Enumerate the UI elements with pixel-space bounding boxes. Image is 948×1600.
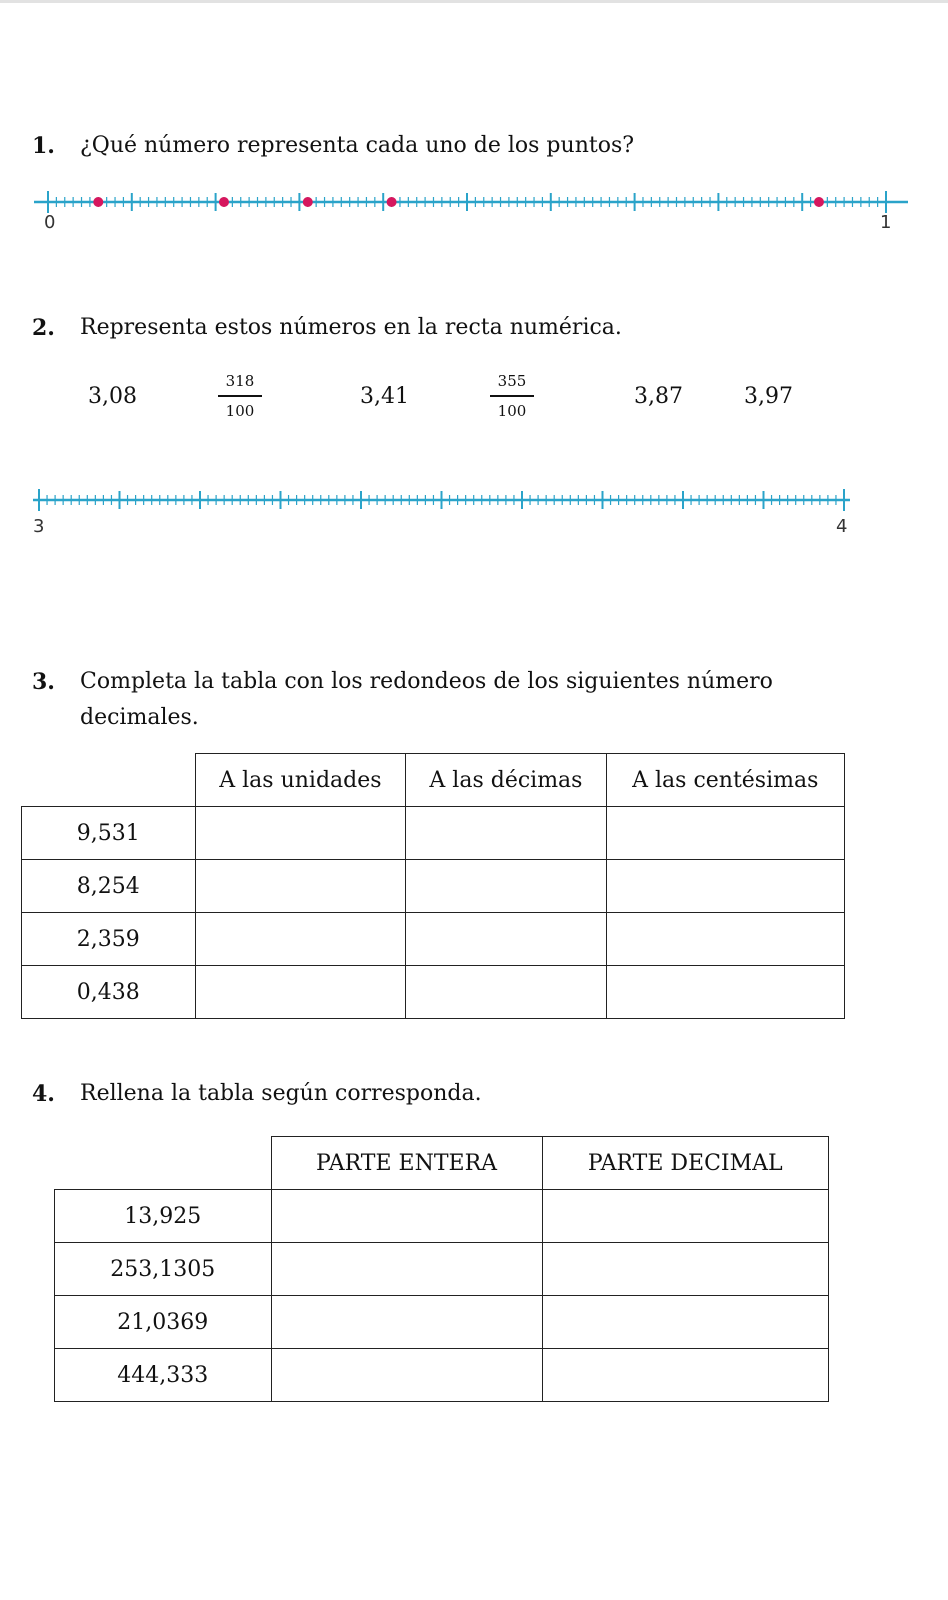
table-row xyxy=(55,1296,829,1349)
row-number: 8,254 xyxy=(22,860,196,913)
row-number: 253,1305 xyxy=(55,1243,272,1296)
table-header-row xyxy=(55,1137,829,1190)
question-4-number: 4. xyxy=(32,1081,55,1107)
integer-decimal-table xyxy=(54,1136,829,1402)
question-1-text: ¿Qué número representa cada uno de los puntos? xyxy=(80,133,635,158)
question-4 xyxy=(32,1076,892,1112)
table-row xyxy=(22,807,845,860)
answer-cell[interactable] xyxy=(271,1349,542,1402)
answer-cell[interactable] xyxy=(195,860,406,913)
number-line-1 xyxy=(0,178,948,238)
question-2-number: 2. xyxy=(32,315,55,341)
fraction-bar xyxy=(218,395,262,397)
value-3-97: 3,97 xyxy=(744,384,793,409)
answer-cell[interactable] xyxy=(271,1296,542,1349)
number-point xyxy=(93,197,103,207)
question-3-text-line1: Completa la tabla con los redondeos de los siguientes número xyxy=(80,669,773,694)
top-border xyxy=(0,0,948,3)
question-4-text: Rellena la tabla según corresponda. xyxy=(80,1081,482,1106)
header-hundredths: A las centésimas xyxy=(606,754,844,807)
fraction-denominator: 100 xyxy=(225,401,255,420)
row-number: 13,925 xyxy=(55,1190,272,1243)
answer-cell[interactable] xyxy=(406,807,606,860)
number-point xyxy=(387,197,397,207)
answer-cell[interactable] xyxy=(195,807,406,860)
answer-cell[interactable] xyxy=(542,1190,829,1243)
question-3-text-line2: decimales. xyxy=(80,705,199,730)
header-decimal-part: PARTE DECIMAL xyxy=(542,1137,829,1190)
row-number: 21,0369 xyxy=(55,1296,272,1349)
value-3-41: 3,41 xyxy=(360,384,409,409)
answer-cell[interactable] xyxy=(606,966,844,1019)
row-number: 2,359 xyxy=(22,913,196,966)
answer-cell[interactable] xyxy=(271,1243,542,1296)
number-point xyxy=(219,197,229,207)
answer-cell[interactable] xyxy=(406,966,606,1019)
number-line-2-start-label: 3 xyxy=(33,516,45,537)
number-line-2 xyxy=(0,480,948,530)
answer-cell[interactable] xyxy=(542,1243,829,1296)
answer-cell[interactable] xyxy=(606,860,844,913)
answer-cell[interactable] xyxy=(271,1190,542,1243)
row-number: 9,531 xyxy=(22,807,196,860)
answer-cell[interactable] xyxy=(406,860,606,913)
question-2 xyxy=(32,310,892,346)
answer-cell[interactable] xyxy=(606,807,844,860)
table-row xyxy=(55,1190,829,1243)
answer-cell[interactable] xyxy=(195,913,406,966)
question-3 xyxy=(32,664,892,736)
fraction-355-100 xyxy=(490,372,534,420)
table-row xyxy=(55,1243,829,1296)
row-number: 444,333 xyxy=(55,1349,272,1402)
number-point xyxy=(814,197,824,207)
table-row xyxy=(22,966,845,1019)
empty-header-cell xyxy=(22,754,196,807)
answer-cell[interactable] xyxy=(195,966,406,1019)
answer-cell[interactable] xyxy=(542,1349,829,1402)
header-units: A las unidades xyxy=(195,754,406,807)
header-tenths: A las décimas xyxy=(406,754,606,807)
value-3-87: 3,87 xyxy=(634,384,683,409)
row-number: 0,438 xyxy=(22,966,196,1019)
number-line-2-end-label: 4 xyxy=(836,516,848,537)
answer-cell[interactable] xyxy=(606,913,844,966)
number-line-1-start-label: 0 xyxy=(44,212,56,233)
answer-cell[interactable] xyxy=(542,1296,829,1349)
fraction-bar xyxy=(490,395,534,397)
table-header-row xyxy=(22,754,845,807)
number-line-1-end-label: 1 xyxy=(880,212,892,233)
rounding-table xyxy=(21,753,845,1019)
question-1 xyxy=(32,128,892,164)
question-1-number: 1. xyxy=(32,133,55,159)
fraction-numerator: 318 xyxy=(225,372,255,390)
table-row xyxy=(22,913,845,966)
fraction-318-100 xyxy=(218,372,262,420)
empty-header-cell xyxy=(55,1137,272,1190)
question-3-number: 3. xyxy=(32,669,55,695)
question-2-text: Representa estos números en la recta numérica. xyxy=(80,315,622,340)
fraction-denominator: 100 xyxy=(497,401,527,420)
fraction-numerator: 355 xyxy=(497,372,527,390)
header-integer-part: PARTE ENTERA xyxy=(271,1137,542,1190)
table-row xyxy=(55,1349,829,1402)
value-3-08: 3,08 xyxy=(88,384,137,409)
number-point xyxy=(303,197,313,207)
table-row xyxy=(22,860,845,913)
answer-cell[interactable] xyxy=(406,913,606,966)
